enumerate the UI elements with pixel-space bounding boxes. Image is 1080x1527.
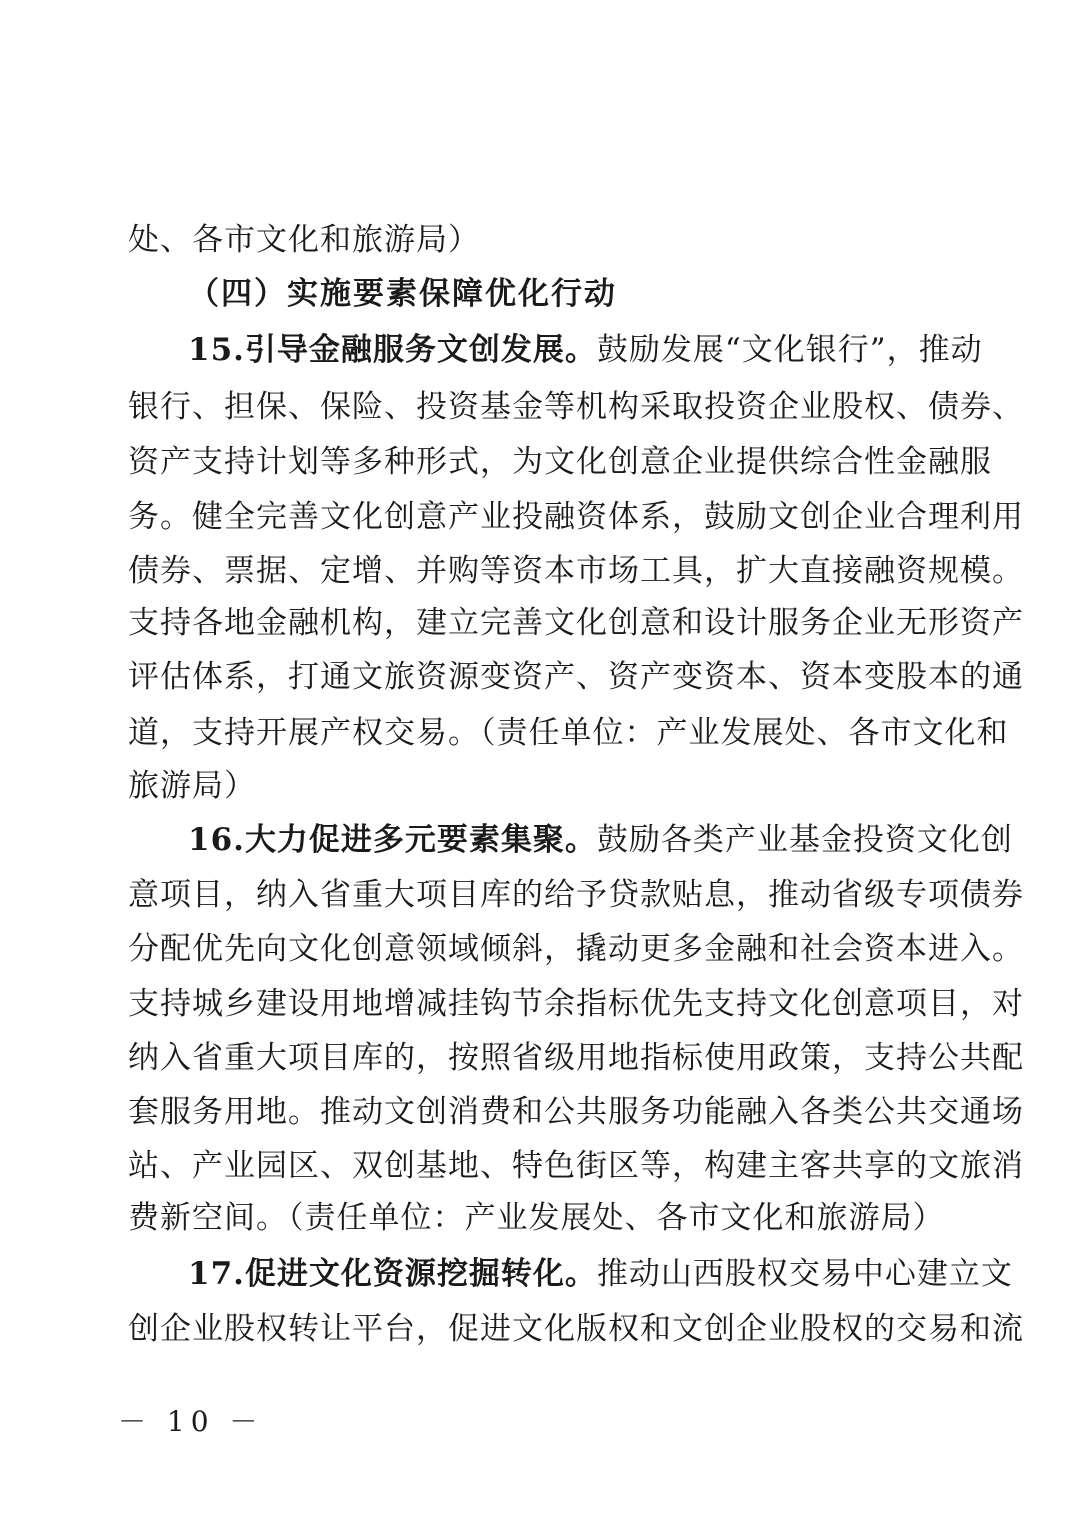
item-16-line-4: 纳入省重大项目库的，按照省级用地指标使用政策，支持公共配: [128, 1040, 1024, 1076]
item-15-title: 引导金融服务文创发展。: [244, 332, 597, 368]
item-17-first-line: [188, 1254, 1013, 1294]
item-16-line-1: 意项目，纳入省重大项目库的给予贷款贴息，推动省级专项债券: [128, 877, 1024, 913]
item-17-line-1: 创企业股权转让平台，促进文化版权和文创企业股权的交易和流: [128, 1311, 1024, 1347]
item-17-number: 17.: [188, 1256, 245, 1292]
item-16-line-0: 鼓励各类产业基金投资文化创: [596, 822, 1013, 858]
item-16-line-2: 分配优先向文化创意领域倾斜，撬动更多金融和社会资本进入。: [128, 931, 1024, 967]
item-17-title: 促进文化资源挖掘转化。: [244, 1256, 597, 1292]
item-16-line-3: 支持城乡建设用地增减挂钩节余指标优先支持文化创意项目，对: [128, 986, 1024, 1022]
item-16-title: 大力促进多元要素集聚。: [244, 822, 597, 858]
item-16-number: 16.: [188, 822, 245, 858]
item-15-first-line: [188, 330, 983, 370]
item-15-line-6: 评估体系，打通文旅资源变资产、资产变资本、资本变股本的通: [128, 659, 1024, 695]
item-15-line-8: 旅游局）: [128, 768, 256, 804]
item-16-line-6: 站、产业园区、双创基地、特色街区等，构建主客共享的文旅消: [128, 1148, 1024, 1184]
item-15-line-1: 银行、担保、保险、投资基金等机构采取投资企业股权、债券、: [128, 389, 1024, 425]
item-15-line-3: 务。健全完善文化创意产业投融资体系，鼓励文创企业合理利用: [128, 499, 1024, 535]
page-number: － 10 －: [118, 1405, 264, 1438]
item-17-line-0: 推动山西股权交易中心建立文: [596, 1256, 1013, 1292]
item-15-line-7: 道，支持开展产权交易。（责任单位：产业发展处、各市文化和: [128, 715, 1009, 751]
item-15-line-5: 支持各地金融机构，建立完善文化创意和设计服务企业无形资产: [128, 605, 1024, 641]
item-16-first-line: [188, 820, 1013, 860]
item-16-line-7: 费新空间。（责任单位：产业发展处、各市文化和旅游局）: [128, 1200, 945, 1236]
item-15-number: 15.: [188, 332, 245, 368]
item-15-line-2: 资产支持计划等多种形式，为文化创意企业提供综合性金融服: [128, 444, 992, 480]
section-heading: （四）实施要素保障优化行动: [188, 276, 617, 312]
item-16-line-5: 套服务用地。推动文创消费和公共服务功能融入各类公共交通场: [128, 1094, 1024, 1130]
continuation-line: 处、各市文化和旅游局）: [128, 222, 480, 258]
item-15-line-0: 鼓励发展“文化银行”，推动: [596, 332, 983, 368]
item-15-line-4: 债券、票据、定增、并购等资本市场工具，扩大直接融资规模。: [128, 553, 1024, 589]
